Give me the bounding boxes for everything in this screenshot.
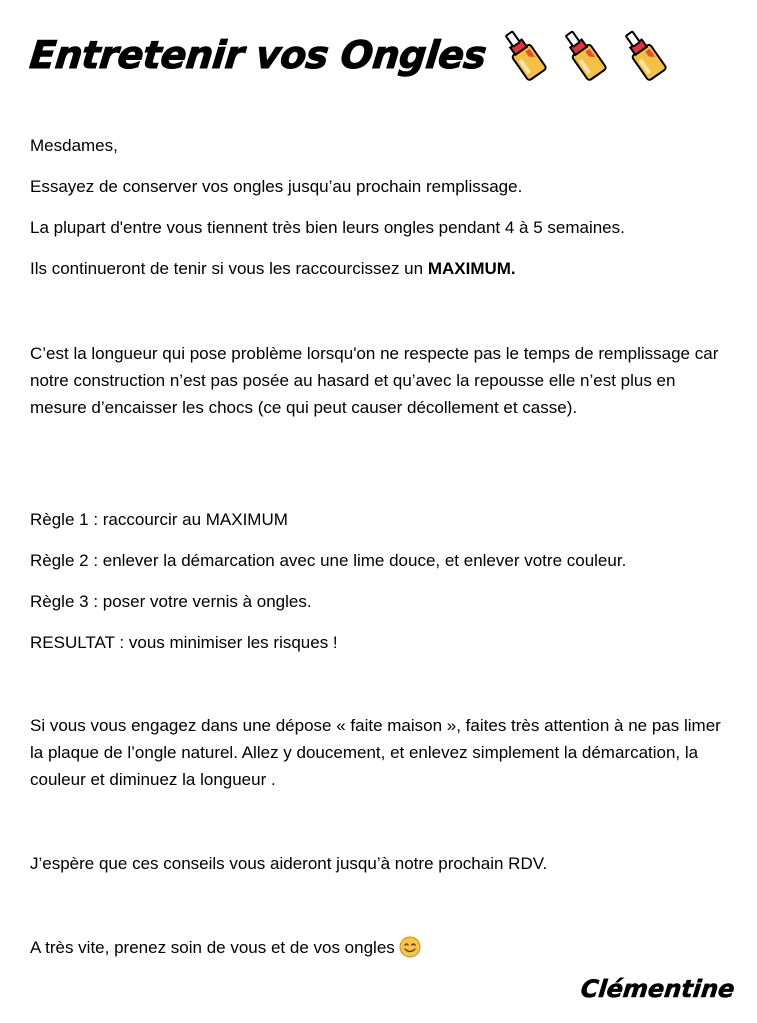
farewell-text: A très vite, prenez soin de vous et de vos ongles	[30, 938, 395, 957]
smiling-face-icon	[399, 936, 421, 958]
depose-paragraph-block	[30, 712, 725, 793]
rule-line: Règle 2 : enlever la démarcation avec une lime douce, et enlever votre couleur.	[30, 551, 627, 570]
result-line: RESULTAT : vous minimiser les risques !	[30, 633, 338, 652]
depose-paragraph: Si vous vous engagez dans une dépose « faite maison », faites très attention à ne pas limer la plaque de l’ongle naturel. Allez y doucement, et enlevez simplement la démarcation, la couleur et diminuez la longueur .	[30, 716, 721, 789]
nail-polish-icon	[496, 27, 552, 83]
intro-block	[30, 132, 730, 282]
rule-line: Règle 3 : poser votre vernis à ongles.	[30, 592, 312, 611]
title-row	[27, 24, 672, 86]
rule-line: Règle 1 : raccourcir au MAXIMUM	[30, 510, 288, 529]
closing-hope: J’espère que ces conseils vous aideront jusqu’à notre prochain RDV.	[30, 854, 548, 873]
intro-line: Essayez de conserver vos ongles jusqu’au prochain remplissage.	[30, 177, 523, 196]
farewell-line	[30, 934, 730, 961]
intro-line-maximum	[30, 255, 730, 282]
farewell-block	[30, 934, 730, 961]
greeting: Mesdames,	[30, 136, 118, 155]
signature: Clémentine	[579, 975, 737, 1003]
rules-block	[30, 506, 730, 656]
intro-line-text: Ils continueront de tenir si vous les raccourcissez un	[30, 259, 428, 278]
intro-maximum-bold: MAXIMUM.	[427, 259, 516, 278]
intro-line: La plupart d'entre vous tiennent très bien leurs ongles pendant 4 à 5 semaines.	[30, 218, 625, 237]
length-paragraph: C’est la longueur qui pose problème lorsqu'on ne respecte pas le temps de remplissage car notre construction n’est pas posée au hasard et qu’avec la repousse elle n’est plus en mesure d’encaisser les chocs (ce qui peut causer décollement et casse).	[30, 344, 719, 417]
length-paragraph-block	[30, 340, 720, 421]
nail-polish-decorations	[496, 27, 672, 83]
nail-polish-icon	[556, 27, 612, 83]
nail-polish-icon	[616, 27, 672, 83]
closing-block	[30, 850, 730, 877]
page-title: Entretenir vos Ongles	[27, 33, 489, 77]
